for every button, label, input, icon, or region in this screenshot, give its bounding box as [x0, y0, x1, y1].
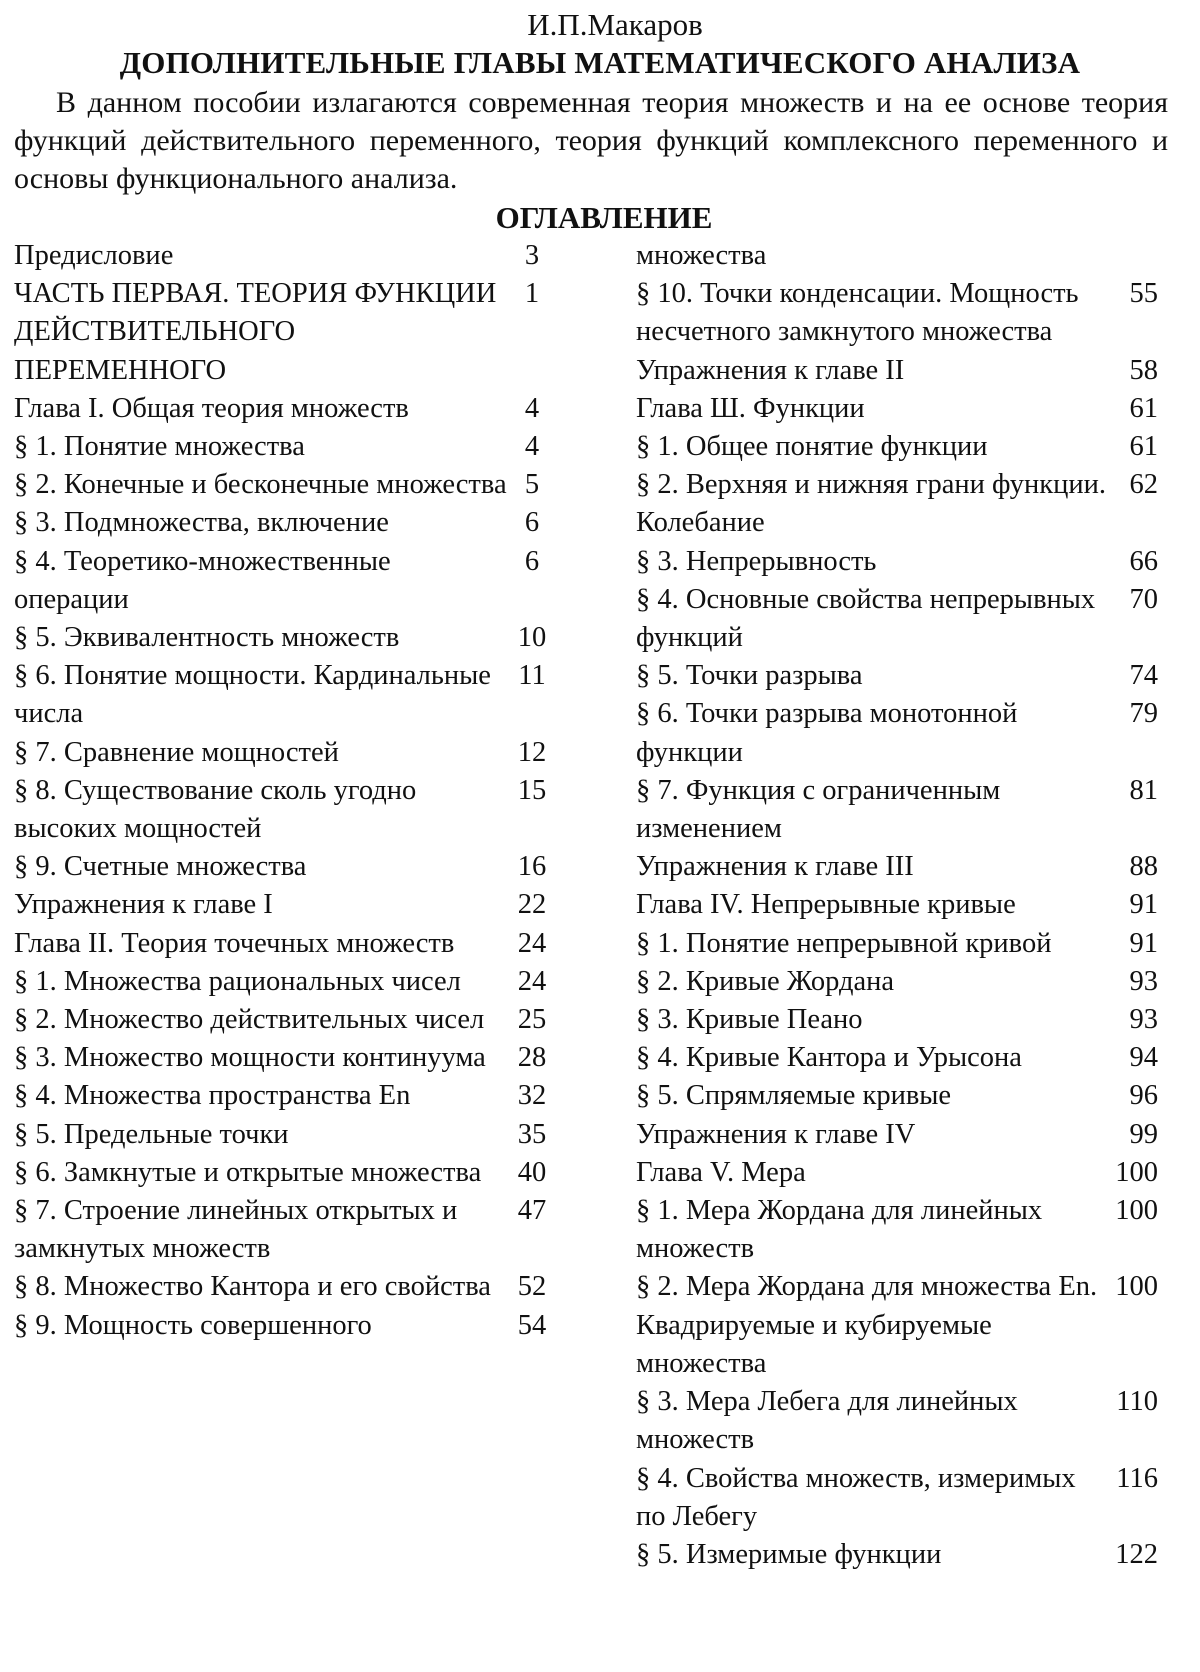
toc-entry-page-number: 15	[517, 774, 547, 806]
toc-entry	[14, 1001, 636, 1039]
toc-entry-title: § 10. Точки конденсации. Мощность несчетного замкнутого множества	[636, 278, 1079, 348]
toc-entry-page-number: 116	[1116, 1462, 1158, 1494]
toc-entry-title: Упражнения к главе III	[636, 851, 914, 883]
toc-entry	[636, 1116, 1186, 1154]
toc-entry	[636, 1039, 1186, 1077]
toc-entry-page-number: 5	[524, 469, 540, 501]
toc-entry	[636, 772, 1186, 848]
toc-entry	[14, 543, 636, 619]
toc-entry-page-number: 61	[1129, 431, 1158, 463]
toc-entry	[14, 1039, 636, 1077]
toc-entry-page-number: 70	[1129, 583, 1158, 615]
table-of-contents	[14, 237, 1186, 1574]
toc-entry-title: § 1. Понятие непрерывной кривой	[636, 927, 1052, 959]
toc-left-column	[14, 237, 636, 1574]
toc-entry-page-number: 58	[1129, 354, 1158, 386]
toc-entry	[636, 237, 1186, 275]
toc-entry-title: § 3. Непрерывность	[636, 545, 877, 577]
toc-entry	[14, 734, 636, 772]
toc-entry-page-number: 100	[1115, 1156, 1158, 1188]
toc-entry-title: § 2. Множество действительных чисел	[14, 1004, 485, 1036]
abstract-paragraph: В данном пособии излагаются современная теория множеств и на ее основе теория функций действительного переменного, теория функций комплексного переменного и основы функционального анализа.	[14, 86, 1168, 195]
toc-entry-title: § 1. Общее понятие функции	[636, 431, 988, 463]
toc-entry	[14, 275, 636, 390]
toc-entry	[636, 1383, 1186, 1459]
toc-entry-title: § 5. Предельные точки	[14, 1118, 289, 1150]
document-page	[14, 6, 1186, 1574]
toc-entry-title: § 4. Теоретико-множественные операции	[14, 545, 391, 615]
toc-entry	[14, 886, 636, 924]
toc-entry-page-number: 6	[524, 545, 540, 577]
toc-entry-title: множества	[636, 240, 767, 271]
toc-entry-title: § 7. Функция с ограниченным изменением	[636, 774, 1001, 845]
toc-entry-page-number: 61	[1129, 392, 1158, 424]
toc-entry-title: § 6. Точки разрыва монотонной функции	[636, 698, 1018, 768]
toc-entry-title: § 9. Счетные множества	[14, 851, 307, 883]
toc-entry	[14, 237, 636, 275]
toc-entry-title: § 3. Кривые Пеано	[636, 1004, 863, 1036]
toc-entry	[14, 1154, 636, 1192]
toc-entry-title: Глава I. Общая теория множеств	[14, 392, 409, 424]
toc-entry-page-number: 12	[517, 736, 547, 768]
toc-entry-title: Глава II. Теория точечных множеств	[14, 927, 455, 959]
toc-entry-title: § 2. Конечные и бесконечные множества	[14, 469, 507, 501]
toc-entry-page-number: 32	[517, 1080, 547, 1112]
toc-entry-title: § 2. Верхняя и нижняя грани функции. Колебание	[636, 469, 1106, 539]
toc-entry-title: § 1. Понятие множества	[14, 431, 305, 463]
toc-entry-page-number: 47	[517, 1195, 547, 1227]
toc-entry	[636, 1460, 1186, 1536]
toc-entry	[14, 1077, 636, 1115]
toc-entry-title: § 3. Мера Лебега для линейных множеств	[636, 1386, 1018, 1456]
toc-entry-title: § 7. Строение линейных открытых и замкнутых множеств	[14, 1195, 458, 1265]
toc-entry	[14, 657, 636, 733]
toc-entry	[14, 466, 636, 504]
toc-entry-page-number: 22	[517, 889, 547, 921]
toc-entry	[14, 619, 636, 657]
toc-entry	[14, 428, 636, 466]
toc-entry	[636, 581, 1186, 657]
toc-entry-page-number: 4	[524, 392, 540, 424]
toc-entry-page-number: 110	[1116, 1386, 1158, 1418]
toc-entry	[14, 504, 636, 542]
toc-entry-page-number: 74	[1129, 660, 1158, 692]
toc-entry-page-number: 100	[1115, 1195, 1158, 1227]
toc-entry-title: Предисловие	[14, 240, 174, 271]
toc-entry-page-number: 55	[1129, 278, 1158, 310]
toc-entry	[636, 275, 1186, 351]
toc-entry-page-number: 6	[524, 507, 540, 539]
toc-entry-page-number: 25	[517, 1004, 547, 1036]
toc-entry	[636, 1154, 1186, 1192]
toc-entry-title: § 8. Существование сколь угодно высоких мощностей	[14, 774, 417, 845]
toc-entry-title: § 8. Множество Кантора и его свойства	[14, 1271, 491, 1303]
toc-entry-title: § 1. Множества рациональных чисел	[14, 965, 461, 997]
toc-entry	[636, 543, 1186, 581]
toc-entry-page-number: 94	[1129, 1042, 1158, 1074]
toc-entry	[636, 390, 1186, 428]
toc-entry-page-number: 99	[1129, 1118, 1158, 1150]
toc-entry-page-number: 10	[517, 622, 547, 654]
toc-entry-title: § 4. Основные свойства непрерывных функций	[636, 583, 1096, 654]
toc-entry-title: § 3. Подмножества, включение	[14, 507, 389, 539]
toc-entry-page-number: 66	[1129, 545, 1158, 577]
toc-entry-title: § 5. Точки разрыва	[636, 660, 863, 692]
toc-entry	[636, 1077, 1186, 1115]
toc-entry-page-number: 91	[1129, 927, 1158, 959]
toc-entry-page-number: 79	[1129, 698, 1158, 730]
toc-entry-page-number: 4	[524, 431, 540, 463]
toc-entry-page-number: 3	[524, 240, 540, 271]
toc-entry	[636, 1268, 1186, 1383]
toc-entry	[636, 1001, 1186, 1039]
toc-entry-title: § 5. Спрямляемые кривые	[636, 1080, 952, 1112]
author-name: И.П.Макаров	[527, 7, 703, 42]
toc-entry-title: § 5. Эквивалентность множеств	[14, 622, 400, 654]
toc-entry-title: § 4. Свойства множеств, измеримых по Лебегу	[636, 1462, 1076, 1532]
toc-entry-title: § 1. Мера Жордана для линейных множеств	[636, 1195, 1043, 1265]
toc-entry	[14, 848, 636, 886]
toc-entry-title: § 6. Понятие мощности. Кардинальные числа	[14, 660, 491, 730]
toc-entry	[636, 657, 1186, 695]
toc-entry-page-number: 52	[517, 1271, 547, 1303]
toc-entry-page-number: 24	[517, 965, 547, 997]
toc-entry	[14, 1116, 636, 1154]
toc-entry	[14, 925, 636, 963]
toc-entry-page-number: 93	[1129, 1004, 1158, 1036]
toc-entry	[14, 390, 636, 428]
toc-entry	[636, 352, 1186, 390]
toc-entry-title: Упражнения к главе I	[14, 889, 273, 921]
toc-entry	[636, 963, 1186, 1001]
toc-entry-page-number: 93	[1129, 965, 1158, 997]
toc-entry-page-number: 28	[517, 1042, 547, 1074]
toc-entry	[14, 772, 636, 848]
toc-entry-page-number: 1	[524, 278, 540, 310]
toc-entry-page-number: 100	[1115, 1271, 1158, 1303]
toc-entry-title: § 4. Кривые Кантора и Урысона	[636, 1042, 1022, 1074]
toc-entry-page-number: 81	[1129, 774, 1158, 806]
toc-entry-page-number: 96	[1129, 1080, 1158, 1112]
toc-entry-title: § 9. Мощность совершенного	[14, 1309, 372, 1341]
toc-entry-page-number: 35	[517, 1118, 547, 1150]
toc-entry-page-number: 11	[518, 660, 546, 692]
toc-entry-page-number: 16	[517, 851, 547, 883]
toc-entry-title: Глава Ш. Функции	[636, 392, 865, 424]
toc-entry-title: § 5. Измеримые функции	[636, 1538, 942, 1570]
toc-entry-title: Упражнения к главе II	[636, 354, 905, 386]
toc-entry	[636, 695, 1186, 771]
toc-entry-title: Глава V. Мера	[636, 1156, 806, 1188]
toc-entry	[636, 925, 1186, 963]
toc-entry	[636, 428, 1186, 466]
toc-entry-page-number: 62	[1129, 469, 1158, 501]
toc-entry-page-number: 91	[1129, 889, 1158, 921]
toc-entry	[636, 466, 1186, 542]
toc-entry	[636, 886, 1186, 924]
toc-entry-title: § 2. Кривые Жордана	[636, 965, 895, 997]
toc-entry-title: Глава IV. Непрерывные кривые	[636, 889, 1016, 921]
toc-entry	[14, 1307, 636, 1345]
toc-entry-title: § 7. Сравнение мощностей	[14, 736, 339, 768]
toc-entry	[14, 1268, 636, 1306]
toc-heading: ОГЛАВЛЕНИЕ	[495, 200, 713, 235]
toc-entry	[14, 1192, 636, 1268]
toc-entry-page-number: 122	[1115, 1538, 1158, 1570]
toc-entry-title: § 4. Множества пространства En	[14, 1080, 411, 1112]
toc-entry-title: ЧАСТЬ ПЕРВАЯ. ТЕОРИЯ ФУНКЦИИ ДЕЙСТВИТЕЛЬНОГО ПЕРЕМЕННОГО	[14, 278, 497, 386]
toc-entry-title: § 6. Замкнутые и открытые множества	[14, 1156, 482, 1188]
toc-entry	[14, 963, 636, 1001]
toc-entry-title: § 2. Мера Жордана для множества En. Квадрируемые и кубируемые множества	[636, 1271, 1098, 1379]
toc-entry	[636, 1536, 1186, 1574]
toc-entry	[636, 848, 1186, 886]
book-title: ДОПОЛНИТЕЛЬНЫЕ ГЛАВЫ МАТЕМАТИЧЕСКОГО АНАЛИЗА	[119, 45, 1081, 80]
toc-entry-page-number: 24	[517, 927, 547, 959]
toc-entry-page-number: 40	[517, 1156, 547, 1188]
toc-right-column	[636, 237, 1186, 1574]
toc-entry	[636, 1192, 1186, 1268]
toc-entry-title: § 3. Множество мощности континуума	[14, 1042, 486, 1074]
toc-entry-page-number: 54	[517, 1309, 547, 1341]
toc-entry-title: Упражнения к главе IV	[636, 1118, 916, 1150]
toc-entry-page-number: 88	[1129, 851, 1158, 883]
